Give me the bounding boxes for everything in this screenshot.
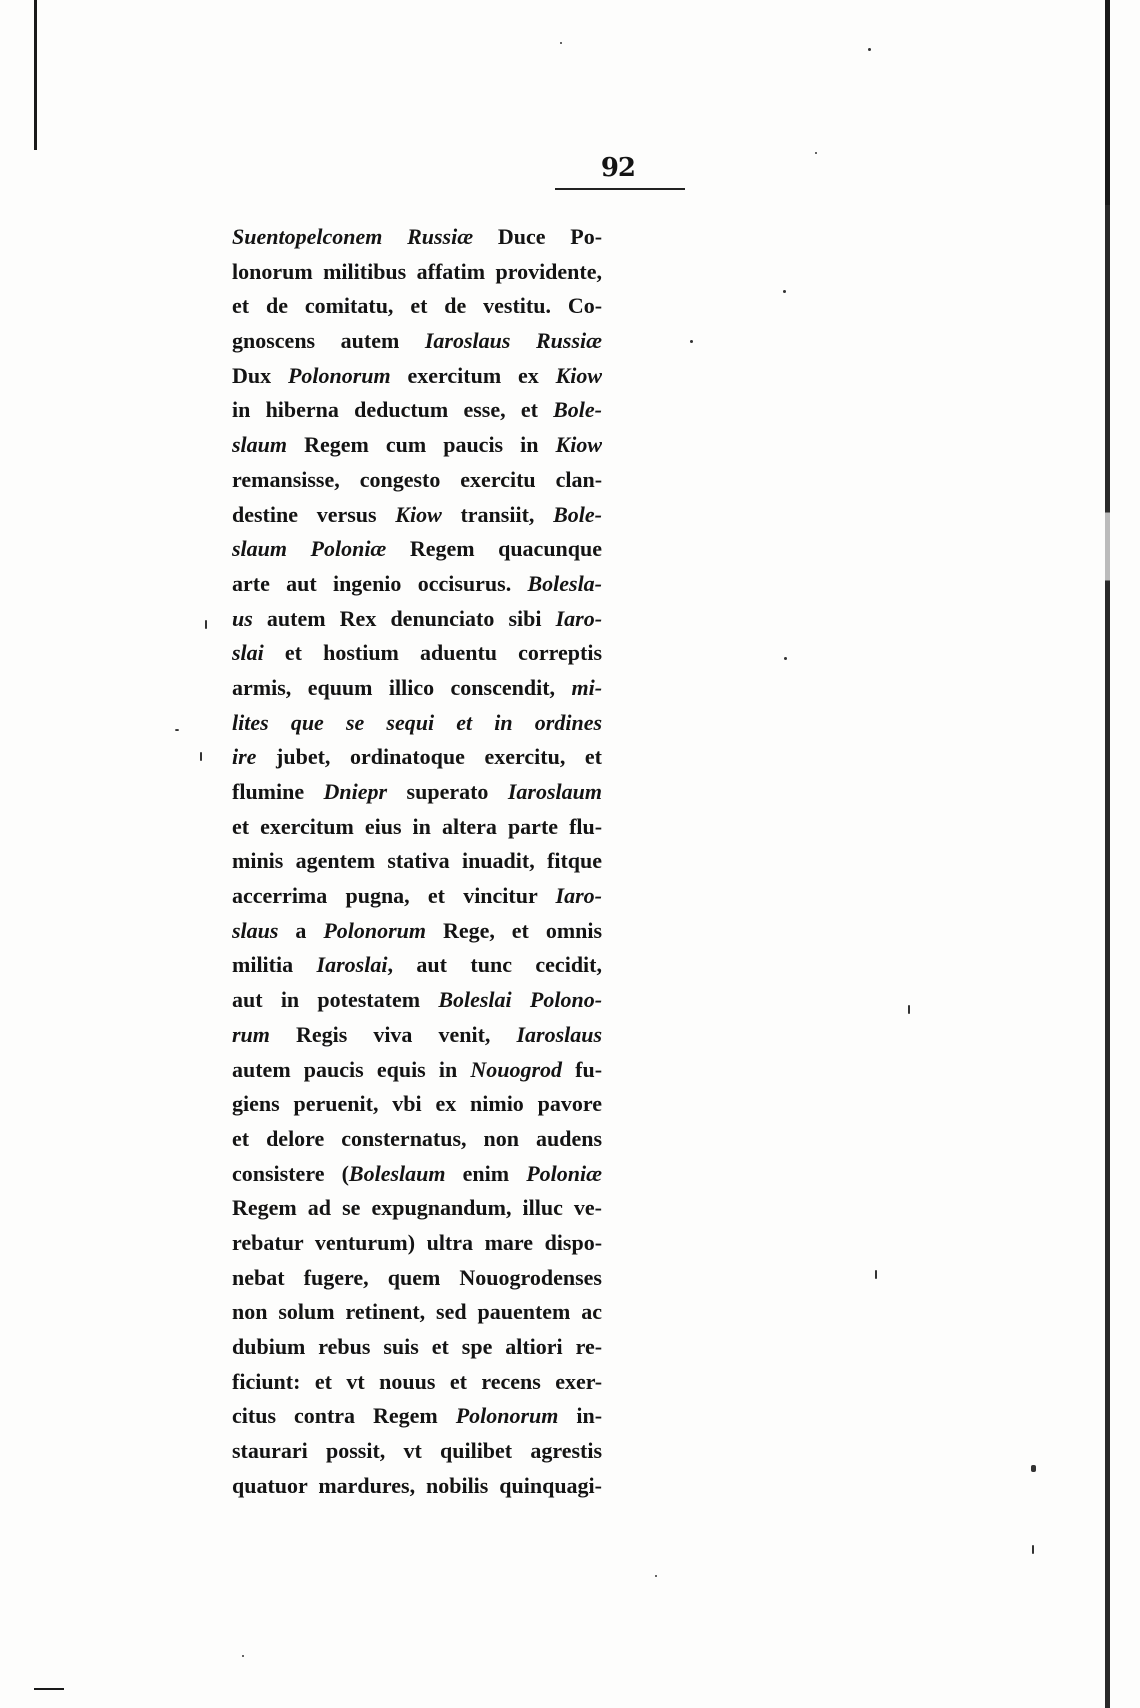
scan-speck	[655, 1575, 657, 1577]
text-line: ire jubet, ordinatoque exercitu, et	[232, 744, 602, 770]
scan-speck	[560, 42, 562, 44]
text-line: ficiunt: et vt nouus et recens exer-	[232, 1368, 602, 1394]
text-line: slai et hostium aduentu correptis	[232, 640, 602, 666]
scan-speck	[868, 48, 871, 51]
text-line: rum Regis viva venit, Iaroslaus	[232, 1021, 602, 1047]
scan-speck	[908, 1005, 910, 1014]
text-line: slaum Poloniæ Regem quacunque	[232, 536, 602, 562]
text-line: accerrima pugna, et vincitur Iaro-	[232, 883, 602, 909]
text-line: flumine Dniepr superato Iaroslaum	[232, 779, 602, 804]
text-line: Regem ad se expugnandum, illuc ve-	[232, 1195, 602, 1221]
header-rule	[555, 188, 685, 190]
scan-speck	[783, 290, 786, 293]
scan-speck	[175, 729, 179, 731]
text-line: quatuor mardures, nobilis quinquagi-	[232, 1472, 602, 1498]
text-line: armis, equum illico conscendit, mi-	[232, 674, 602, 700]
scan-speck	[784, 657, 787, 660]
text-line: Suentopelconem Russiæ Duce Po-	[232, 224, 602, 249]
text-line: et exercitum eius in altera parte flu-	[232, 813, 602, 839]
text-line: non solum retinent, sed pauentem ac	[232, 1299, 602, 1325]
text-line: us autem Rex denunciato sibi Iaro-	[232, 605, 602, 631]
text-line: et delore consternatus, non audens	[232, 1125, 602, 1151]
text-line: citus contra Regem Polonorum in-	[232, 1403, 602, 1429]
text-line: autem paucis equis in Nouogrod fu-	[232, 1056, 602, 1082]
text-line: dubium rebus suis et spe altiori re-	[232, 1334, 602, 1359]
scan-speck	[242, 1655, 244, 1657]
scan-edge-left	[34, 0, 37, 150]
text-line: slaum Regem cum paucis in Kiow	[232, 432, 602, 458]
scan-speck	[815, 152, 817, 154]
scan-edge-right	[1105, 0, 1110, 1708]
page-number: 92	[600, 153, 635, 183]
scan-speck	[1032, 1545, 1034, 1554]
scan-speck	[875, 1270, 877, 1279]
scan-speck	[205, 620, 207, 629]
text-line: lonorum militibus affatim providente,	[232, 258, 602, 284]
scan-speck	[200, 752, 202, 761]
text-line: staurari possit, vt quilibet agrestis	[232, 1438, 602, 1464]
text-line: Dux Polonorum exercitum ex Kiow	[232, 362, 602, 388]
text-line: rebatur venturum) ultra mare dispo-	[232, 1229, 602, 1255]
text-line: aut in potestatem Boleslai Polono-	[232, 987, 602, 1013]
text-line: nebat fugere, quem Nouogrodenses	[232, 1264, 602, 1290]
scan-edge-bottom	[34, 1688, 64, 1690]
text-line: et de comitatu, et de vestitu. Co-	[232, 293, 602, 319]
text-line: slaus a Polonorum Rege, et omnis	[232, 917, 602, 943]
scan-speck	[690, 340, 693, 343]
text-line: in hiberna deductum esse, et Bole-	[232, 397, 602, 423]
text-line: consistere (Boleslaum enim Poloniæ	[232, 1160, 602, 1186]
text-line: giens peruenit, vbi ex nimio pavore	[232, 1091, 602, 1117]
text-line: arte aut ingenio occisurus. Bolesla-	[232, 570, 602, 596]
text-line: militia Iaroslai, aut tunc cecidit,	[232, 952, 602, 978]
scan-speck	[1031, 1465, 1036, 1472]
text-line: remansisse, congesto exercitu clan-	[232, 466, 602, 492]
text-line: gnoscens autem Iaroslaus Russiæ	[232, 328, 602, 354]
text-line: destine versus Kiow transiit, Bole-	[232, 501, 602, 527]
text-line: minis agentem stativa inuadit, fitque	[232, 848, 602, 874]
page-header	[555, 150, 685, 194]
body-text	[232, 220, 602, 1503]
text-line: lites que se sequi et in ordines	[232, 709, 602, 735]
